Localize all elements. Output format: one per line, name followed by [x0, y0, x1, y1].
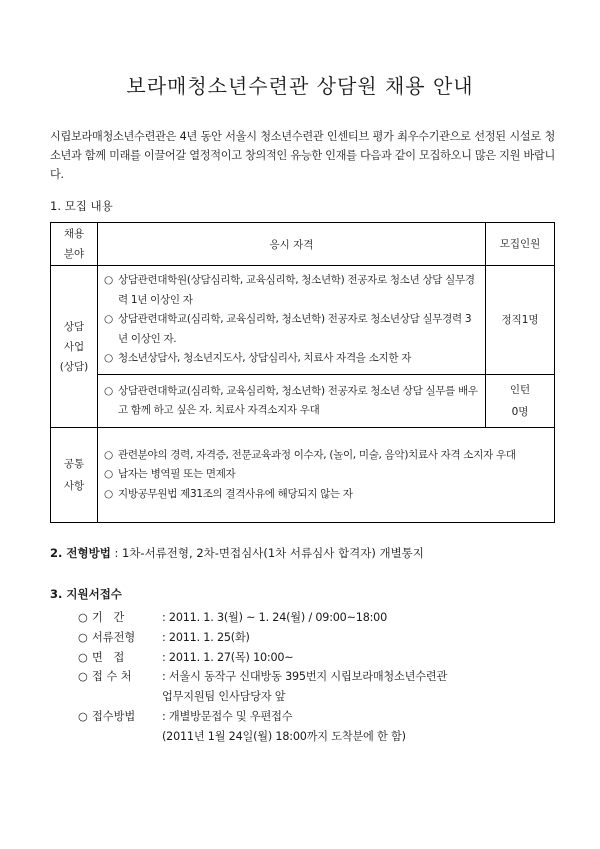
table-header-row	[51, 223, 555, 266]
recruit-table	[50, 222, 555, 523]
list-item: ○ 기 간 : 2011. 1. 3(월) ~ 1. 24(월) / 09:00~18:00	[78, 611, 388, 624]
list-item: ○ 접수방법 : 개별방문접수 및 우편접수	[78, 709, 293, 723]
table-row	[51, 428, 555, 523]
list-item: ○ 상담관련대학교(심리학, 교육심리학, 청소년학) 전공자로 청소년상담 실무경력 3년 이상인 자.	[104, 313, 472, 345]
list-item: ○ 상담관련대학원(상담심리학, 교육심리학, 청소년학) 전공자로 청소년 상담 실무경력 1년 이상인 자	[104, 274, 475, 306]
headcount-intern: 인턴 0명	[486, 375, 555, 428]
section2-text: : 1차-서류전형, 2차-면접심사(1차 서류심사 합격자) 개별통지	[110, 546, 424, 560]
list-item: ○ 지방공무원법 제31조의 결격사유에 해당되지 않는 자	[104, 487, 353, 500]
header-qualification: 응시 자격	[98, 223, 486, 266]
common-requirements-cell	[98, 428, 555, 523]
qualification-cell	[98, 375, 486, 428]
list-item: ○ 면 접 : 2011. 1. 27(목) 10:00~	[78, 650, 294, 664]
section2	[50, 545, 424, 561]
list-item: ○ 접 수 처 : 서울시 동작구 신대방동 395번지 시립보라매청소년수련관	[78, 670, 448, 684]
section3-heading: 3. 지원서접수	[50, 587, 122, 601]
list-item-continuation: 업무지원팀 인사담당자 앞	[162, 690, 286, 704]
headcount-regular: 정직1명	[486, 266, 555, 375]
header-field: 채용 분야	[51, 223, 98, 266]
section1-heading: 1. 모집 내용	[50, 199, 113, 213]
intro-paragraph: 시립보라매청소년수련관은 4년 동안 서울시 청소년수련관 인센티브 평가 최우수기관으로 선정된 시설로 청소년과 함께 미래를 이끌어갈 열정적이고 창의적인 유능한 인재를 다음과 같이 모집하오니 많은 지원 바랍니다.	[50, 130, 555, 181]
list-item-continuation: (2011년 1월 24일(월) 18:00까지 도착분에 한 함)	[162, 729, 406, 743]
application-list	[78, 608, 447, 747]
page-title: 보라매청소년수련관 상담원 채용 안내	[126, 74, 474, 98]
field-counseling: 상담 사업 (상담)	[51, 266, 98, 428]
list-item: ○ 서류전형 : 2011. 1. 25(화)	[78, 630, 250, 644]
list-item: ○ 상담관련대학교(심리학, 교육심리학, 청소년학) 전공자로 청소년 상담 실무를 배우고 함께 하고 싶은 자. 치료사 자격소지자 우대	[104, 384, 478, 416]
list-item: ○ 남자는 병역필 또는 면제자	[104, 468, 236, 481]
header-headcount: 모집인원	[486, 223, 555, 266]
table-row	[51, 375, 555, 428]
list-item: ○ 관련분야의 경력, 자격증, 전문교육과정 이수자, (놀이, 미술, 음악)치료사 자격 소지자 우대	[104, 448, 516, 461]
table-row	[51, 266, 555, 375]
qualification-cell	[98, 266, 486, 375]
list-item: ○ 청소년상담사, 청소년지도사, 상담심리사, 치료사 자격을 소지한 자	[104, 352, 412, 365]
field-common: 공통 사항	[51, 428, 98, 523]
section2-heading: 2. 전형방법	[50, 546, 111, 560]
